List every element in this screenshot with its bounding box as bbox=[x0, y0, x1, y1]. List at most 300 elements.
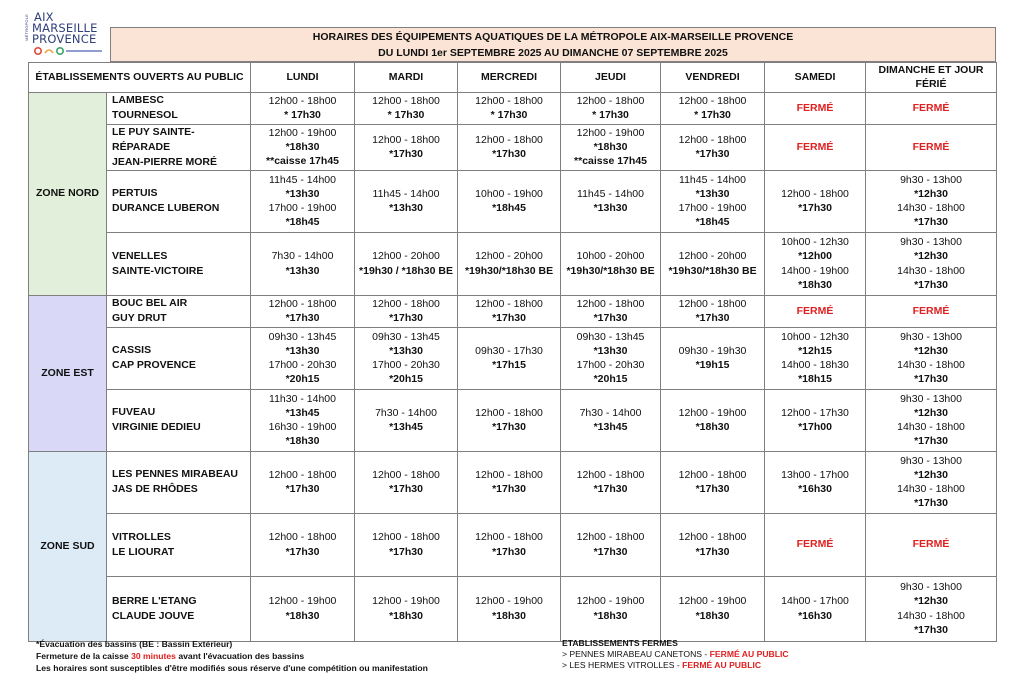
facility-name-line: SAINTE-VICTOIRE bbox=[112, 264, 204, 277]
closed-title: ETABLISSEMENTS FERMES bbox=[562, 638, 678, 648]
schedule-cell bbox=[251, 295, 355, 327]
schedule-line: 17h00 - 20h30 bbox=[576, 359, 645, 372]
header-row bbox=[29, 63, 997, 93]
table-row bbox=[29, 513, 997, 576]
closed-label: FERMÉ bbox=[912, 304, 950, 317]
note-caisse-c: avant l'évacuation des bassins bbox=[175, 651, 305, 661]
schedule-line: * 17h30 bbox=[284, 109, 321, 122]
schedule-line: *17h30 bbox=[492, 483, 526, 496]
schedule-line: 7h30 - 14h00 bbox=[375, 406, 437, 419]
schedule-line: 12h00 - 18h00 bbox=[372, 297, 440, 310]
schedule-line: *18h45 bbox=[492, 202, 526, 215]
schedule-line: *17h30 bbox=[285, 545, 320, 558]
closed-label: FERMÉ bbox=[912, 101, 950, 114]
schedule-line: *19h30/*18h30 BE bbox=[464, 264, 554, 277]
schedule-line: 09h30 - 17h30 bbox=[475, 344, 543, 357]
schedule-line: *17h30 bbox=[914, 278, 948, 291]
facility-name bbox=[107, 124, 251, 170]
closed-item-name: > LES HERMES VITROLLES - bbox=[562, 660, 683, 670]
schedule-line: 12h00 - 19h00 bbox=[576, 595, 645, 608]
schedule-cell bbox=[561, 451, 661, 513]
schedule-cell bbox=[561, 170, 661, 232]
schedule-line: *18h15 bbox=[798, 373, 832, 386]
schedule-cell bbox=[866, 327, 997, 389]
schedule-cell bbox=[251, 451, 355, 513]
schedule-line: *18h45 bbox=[695, 216, 730, 229]
schedule-line: 9h30 - 13h00 bbox=[900, 173, 962, 186]
schedule-line: * 17h30 bbox=[592, 109, 629, 122]
schedule-cell bbox=[661, 295, 765, 327]
note-evacuation: *Évacuation des bassins (BE : Bassin Extérieur) bbox=[36, 639, 233, 649]
schedule-line: *17h30 bbox=[492, 148, 526, 161]
facility-name bbox=[107, 451, 251, 513]
facility-name-line: CLAUDE JOUVE bbox=[112, 609, 195, 622]
schedule-line: *17h30 bbox=[914, 435, 948, 448]
schedule-line: 12h00 - 18h00 bbox=[372, 468, 440, 481]
schedule-line: 09h30 - 13h45 bbox=[576, 330, 645, 343]
schedule-line: *13h45 bbox=[593, 421, 628, 434]
logo-vertical-text: MÉTROPOLE bbox=[24, 14, 29, 41]
footnotes bbox=[36, 638, 428, 674]
closed-item-status: FERMÉ AU PUBLIC bbox=[682, 660, 762, 670]
schedule-cell bbox=[661, 92, 765, 124]
schedule-line: *13h30 bbox=[593, 202, 628, 215]
header-establishments: ÉTABLISSEMENTS OUVERTS AU PUBLIC bbox=[29, 63, 251, 93]
note-caisse-b: 30 minutes bbox=[131, 651, 176, 661]
closed-item bbox=[562, 649, 789, 660]
schedule-line: *17h30 bbox=[389, 545, 423, 558]
schedule-line: *17h30 bbox=[798, 202, 832, 215]
schedule-line: 12h00 - 18h00 bbox=[678, 468, 747, 481]
facility-name-line: VITROLLES bbox=[112, 530, 171, 543]
schedule-line: **caisse 17h45 bbox=[574, 155, 647, 168]
schedule-line: 12h00 - 18h00 bbox=[678, 133, 747, 146]
schedule-cell bbox=[355, 576, 458, 641]
facility-name-line: JAS DE RHÔDES bbox=[112, 483, 198, 496]
schedule-line: 12h00 - 18h00 bbox=[475, 531, 543, 544]
schedule-cell bbox=[251, 92, 355, 124]
facility-name-line: TOURNESOL bbox=[112, 109, 178, 122]
facility-name-line: LE LIOURAT bbox=[112, 545, 175, 558]
schedule-line: 11h45 - 14h00 bbox=[577, 187, 644, 200]
schedule-cell bbox=[765, 389, 866, 451]
closed-label: FERMÉ bbox=[912, 140, 950, 153]
schedule-cell bbox=[355, 124, 458, 170]
zone-label: ZONE SUD bbox=[29, 451, 107, 641]
schedule-line: 12h00 - 20h00 bbox=[372, 250, 440, 263]
facility-name-line: VIRGINIE DEDIEU bbox=[112, 421, 201, 434]
schedule-line: 12h00 - 20h00 bbox=[475, 250, 543, 263]
facility-name bbox=[107, 170, 251, 232]
facility-name-line: BERRE L'ETANG bbox=[112, 594, 197, 607]
header-day: JEUDI bbox=[561, 63, 661, 93]
schedule-line: 12h00 - 18h00 bbox=[372, 94, 440, 107]
schedule-line: 11h30 - 14h00 bbox=[269, 392, 336, 405]
schedule-line: 12h00 - 18h00 bbox=[268, 94, 337, 107]
schedule-line: 17h00 - 20h30 bbox=[372, 359, 440, 372]
facility-name-line: LE PUY SAINTE-RÉPARADE bbox=[112, 125, 195, 153]
schedule-line: *12h30 bbox=[914, 187, 948, 200]
schedule-cell bbox=[866, 232, 997, 295]
schedule-line: * 17h30 bbox=[387, 109, 425, 122]
schedule-line: *13h30 bbox=[285, 264, 320, 277]
schedule-line: *17h30 bbox=[695, 483, 730, 496]
schedule-line: * 17h30 bbox=[694, 109, 731, 122]
schedule-cell bbox=[561, 513, 661, 576]
schedule-cell bbox=[661, 513, 765, 576]
schedule-cell bbox=[458, 92, 561, 124]
schedule-cell bbox=[458, 124, 561, 170]
metropole-logo bbox=[26, 12, 108, 62]
schedule-line: 14h30 - 18h00 bbox=[897, 483, 965, 496]
facility-name-line: VENELLES bbox=[112, 249, 168, 262]
header-day: MERCREDI bbox=[458, 63, 561, 93]
facility-name-line: CAP PROVENCE bbox=[112, 359, 196, 372]
schedule-cell bbox=[561, 576, 661, 641]
note-modifications: Les horaires sont susceptibles d'être modifiés sous réserve d'une compétition ou manifestation bbox=[36, 663, 428, 673]
schedule-line: 12h00 - 18h00 bbox=[372, 531, 440, 544]
schedule-line: 12h00 - 18h00 bbox=[678, 297, 747, 310]
schedule-cell bbox=[661, 327, 765, 389]
schedule-line: *13h30 bbox=[593, 344, 628, 357]
schedule-line: *17h30 bbox=[695, 545, 730, 558]
schedule-cell bbox=[355, 92, 458, 124]
schedule-line: 12h00 - 19h00 bbox=[268, 595, 337, 608]
schedule-line: *12h00 bbox=[798, 250, 832, 263]
schedule-cell bbox=[458, 451, 561, 513]
closed-facilities bbox=[562, 638, 789, 671]
note-caisse bbox=[36, 650, 428, 662]
schedule-line: *17h30 bbox=[695, 312, 730, 325]
table-row bbox=[29, 295, 997, 327]
schedule-line: *17h30 bbox=[593, 545, 628, 558]
schedule-cell bbox=[866, 389, 997, 451]
closed-label: FERMÉ bbox=[796, 538, 834, 551]
schedule-cell bbox=[561, 232, 661, 295]
schedule-cell bbox=[866, 124, 997, 170]
closed-item-status: FERMÉ AU PUBLIC bbox=[709, 649, 789, 659]
schedule-cell bbox=[458, 513, 561, 576]
header-day: MARDI bbox=[355, 63, 458, 93]
closed-label: FERMÉ bbox=[796, 101, 834, 114]
schedule-line: 17h00 - 19h00 bbox=[268, 202, 337, 215]
schedule-line: *18h30 bbox=[492, 609, 526, 622]
schedule-line: *18h30 bbox=[285, 435, 320, 448]
schedule-cell bbox=[355, 513, 458, 576]
schedule-line: *17h30 bbox=[914, 216, 948, 229]
table-row bbox=[29, 327, 997, 389]
closed-item bbox=[562, 660, 789, 671]
schedule-line: *17h30 bbox=[914, 373, 948, 386]
header-day: DIMANCHE ET JOUR FÉRIÉ bbox=[866, 63, 997, 93]
schedule-line: 12h00 - 19h00 bbox=[372, 595, 440, 608]
facility-name-line: DURANCE LUBERON bbox=[112, 202, 220, 215]
schedule-cell bbox=[355, 327, 458, 389]
schedule-cell bbox=[355, 295, 458, 327]
schedule-cell bbox=[458, 232, 561, 295]
facility-name bbox=[107, 389, 251, 451]
closed-label: FERMÉ bbox=[796, 140, 834, 153]
schedule-cell bbox=[355, 232, 458, 295]
schedule-cell bbox=[458, 295, 561, 327]
schedule-line: *18h30 bbox=[593, 609, 628, 622]
schedule-line: *17h30 bbox=[492, 545, 526, 558]
schedule-line: *18h30 bbox=[285, 609, 320, 622]
schedule-cell bbox=[866, 295, 997, 327]
schedule-line: *16h30 bbox=[798, 609, 832, 622]
schedule-cell bbox=[355, 451, 458, 513]
schedule-line: 09h30 - 19h30 bbox=[678, 344, 747, 357]
logo-graphic-icon bbox=[32, 46, 102, 56]
schedule-line: *17h00 bbox=[798, 421, 832, 434]
schedule-line: *17h30 bbox=[389, 312, 423, 325]
schedule-line: 12h00 - 18h00 bbox=[576, 94, 645, 107]
schedule-cell bbox=[866, 513, 997, 576]
schedule-line: 14h30 - 18h00 bbox=[897, 202, 965, 215]
schedule-cell bbox=[765, 170, 866, 232]
facility-name-line: BOUC BEL AIR bbox=[112, 297, 188, 310]
schedule-line: *13h45 bbox=[285, 406, 320, 419]
facility-name-line: LAMBESC bbox=[112, 94, 164, 107]
schedule-line: 17h00 - 19h00 bbox=[678, 202, 747, 215]
schedule-cell bbox=[355, 170, 458, 232]
title-line-2: DU LUNDI 1er SEPTEMBRE 2025 AU DIMANCHE 07 SEPTEMBRE 2025 bbox=[378, 47, 728, 59]
logo-line-1: AIX bbox=[34, 10, 54, 24]
schedule-line: 11h45 - 14h00 bbox=[679, 173, 746, 186]
schedule-line: 14h00 - 19h00 bbox=[781, 264, 849, 277]
schedule-line: 9h30 - 13h00 bbox=[900, 581, 962, 593]
schedule-line: 12h00 - 18h00 bbox=[268, 531, 337, 544]
schedule-line: 14h00 - 18h30 bbox=[781, 359, 849, 372]
schedule-line: *19h30 / *18h30 BE bbox=[359, 264, 453, 277]
schedule-line: *20h15 bbox=[285, 373, 320, 386]
schedule-line: 10h00 - 19h00 bbox=[475, 187, 543, 200]
schedule-line: 17h00 - 20h30 bbox=[268, 359, 337, 372]
schedule-cell bbox=[765, 295, 866, 327]
schedule-line: 12h00 - 18h00 bbox=[475, 468, 543, 481]
schedule-cell bbox=[458, 327, 561, 389]
schedule-line: 12h00 - 18h00 bbox=[475, 94, 543, 107]
schedule-cell bbox=[765, 327, 866, 389]
schedule-line: 12h00 - 18h00 bbox=[576, 531, 645, 544]
schedule-line: 12h00 - 18h00 bbox=[678, 94, 747, 107]
schedule-line: *17h30 bbox=[389, 483, 423, 496]
schedule-cell bbox=[866, 451, 997, 513]
schedule-line: *17h15 bbox=[492, 359, 526, 372]
table-row bbox=[29, 451, 997, 513]
schedule-line: 12h00 - 18h00 bbox=[781, 187, 849, 200]
facility-name bbox=[107, 576, 251, 641]
schedule-line: *12h30 bbox=[914, 468, 948, 481]
schedule-line: 10h00 - 12h30 bbox=[781, 236, 849, 248]
schedule-line: *12h30 bbox=[914, 250, 948, 263]
schedule-line: *20h15 bbox=[593, 373, 628, 386]
schedule-line: 12h00 - 19h00 bbox=[475, 595, 543, 608]
facility-name-line: JEAN-PIERRE MORÉ bbox=[112, 155, 218, 168]
schedule-line: 09h30 - 13h45 bbox=[268, 330, 337, 343]
schedule-line: *17h30 bbox=[492, 421, 526, 434]
schedule-line: *17h30 bbox=[695, 148, 730, 161]
schedule-line: *17h30 bbox=[285, 312, 320, 325]
schedule-line: *13h30 bbox=[285, 187, 320, 200]
schedule-line: *19h30/*18h30 BE bbox=[668, 264, 757, 277]
schedule-cell bbox=[866, 92, 997, 124]
facility-name-line: PERTUIS bbox=[112, 187, 158, 200]
schedule-line: 12h00 - 18h00 bbox=[475, 133, 543, 146]
facility-name bbox=[107, 295, 251, 327]
schedule-line: 7h30 - 14h00 bbox=[271, 250, 334, 263]
facility-name bbox=[107, 513, 251, 576]
schedule-cell bbox=[251, 576, 355, 641]
schedule-line: *17h30 bbox=[914, 497, 948, 510]
schedule-line: 11h45 - 14h00 bbox=[269, 173, 336, 186]
schedule-line: 12h00 - 20h00 bbox=[678, 250, 747, 263]
schedule-line: 12h00 - 19h00 bbox=[678, 406, 747, 419]
schedule-line: *12h30 bbox=[914, 344, 948, 357]
schedule-cell bbox=[765, 576, 866, 641]
facility-name-line: CASSIS bbox=[112, 344, 152, 357]
schedule-line: *19h30/*18h30 BE bbox=[566, 264, 655, 277]
schedule-line: 12h00 - 19h00 bbox=[268, 126, 337, 139]
schedule-line: 13h00 - 17h00 bbox=[781, 468, 849, 481]
schedule-cell bbox=[561, 124, 661, 170]
schedule-cell bbox=[561, 92, 661, 124]
schedule-cell bbox=[561, 389, 661, 451]
schedule-line: 12h00 - 18h00 bbox=[268, 297, 337, 310]
schedule-line: 14h30 - 18h00 bbox=[897, 609, 965, 622]
schedule-line: 12h00 - 19h00 bbox=[678, 595, 747, 608]
table-row bbox=[29, 576, 997, 641]
schedule-line: *17h30 bbox=[285, 483, 320, 496]
schedule-cell bbox=[765, 92, 866, 124]
schedule-cell bbox=[661, 389, 765, 451]
table-row bbox=[29, 232, 997, 295]
schedule-cell bbox=[661, 124, 765, 170]
schedule-line: *18h30 bbox=[695, 609, 730, 622]
title-line-1: HORAIRES DES ÉQUIPEMENTS AQUATIQUES DE LA MÉTROPOLE AIX-MARSEILLE PROVENCE bbox=[312, 31, 794, 43]
schedule-cell bbox=[251, 124, 355, 170]
zone-label: ZONE NORD bbox=[29, 92, 107, 295]
schedule-line: 9h30 - 13h00 bbox=[900, 330, 962, 343]
facility-name-line: GUY DRUT bbox=[112, 312, 167, 325]
page-title bbox=[110, 27, 996, 62]
schedule-cell bbox=[661, 170, 765, 232]
note-caisse-a: Fermeture de la caisse bbox=[36, 651, 132, 661]
schedule-cell bbox=[251, 232, 355, 295]
schedule-line: 14h00 - 17h00 bbox=[781, 595, 849, 608]
schedule-cell bbox=[251, 513, 355, 576]
schedule-line: *18h30 bbox=[798, 278, 832, 291]
schedule-line: 12h00 - 18h00 bbox=[678, 531, 747, 544]
schedule-line: *13h30 bbox=[389, 344, 423, 357]
schedule-line: *13h30 bbox=[695, 187, 730, 200]
schedule-cell bbox=[458, 389, 561, 451]
schedule-cell bbox=[561, 327, 661, 389]
schedule-line: 12h00 - 18h00 bbox=[576, 468, 645, 481]
header-day: VENDREDI bbox=[661, 63, 765, 93]
closed-label: FERMÉ bbox=[912, 538, 950, 551]
schedule-line: 16h30 - 19h00 bbox=[268, 421, 337, 434]
schedule-line: *17h30 bbox=[492, 312, 526, 325]
schedule-line: 12h00 - 17h30 bbox=[781, 406, 849, 419]
schedule-line: 09h30 - 13h45 bbox=[372, 330, 440, 343]
schedule-cell bbox=[561, 295, 661, 327]
header-day: LUNDI bbox=[251, 63, 355, 93]
closed-label: FERMÉ bbox=[796, 304, 834, 317]
logo-line-3: PROVENCE bbox=[32, 32, 97, 46]
schedule-cell bbox=[661, 232, 765, 295]
schedule-line: 12h00 - 18h00 bbox=[268, 468, 337, 481]
table-row bbox=[29, 124, 997, 170]
table-row bbox=[29, 389, 997, 451]
schedule-line: *12h30 bbox=[914, 406, 948, 419]
schedule-cell bbox=[661, 576, 765, 641]
facility-name-line: LES PENNES MIRABEAU bbox=[112, 468, 239, 481]
schedule-line: **caisse 17h45 bbox=[266, 155, 339, 168]
schedule-line: 12h00 - 18h00 bbox=[372, 133, 440, 146]
schedule-line: *17h30 bbox=[389, 148, 423, 161]
schedule-line: *18h30 bbox=[389, 609, 423, 622]
schedule-line: 10h00 - 20h00 bbox=[576, 250, 645, 263]
schedule-line: 11h45 - 14h00 bbox=[372, 187, 440, 200]
schedule-line: *16h30 bbox=[798, 483, 832, 496]
schedule-line: *12h15 bbox=[798, 344, 832, 357]
facility-name bbox=[107, 327, 251, 389]
schedule-cell bbox=[355, 389, 458, 451]
schedule-cell bbox=[251, 389, 355, 451]
zone-label: ZONE EST bbox=[29, 295, 107, 451]
schedule-line: *17h30 bbox=[593, 483, 628, 496]
schedule-line: 12h00 - 18h00 bbox=[475, 406, 543, 419]
logo-line-2: MARSEILLE bbox=[32, 21, 98, 35]
schedule-line: *20h15 bbox=[389, 373, 423, 386]
schedule-cell bbox=[251, 170, 355, 232]
schedule-cell bbox=[661, 451, 765, 513]
schedule-cell bbox=[765, 124, 866, 170]
schedule-cell bbox=[866, 576, 997, 641]
facility-name bbox=[107, 232, 251, 295]
schedule-line: *18h30 bbox=[593, 140, 628, 153]
schedule-line: 9h30 - 13h00 bbox=[900, 236, 962, 248]
schedule-line: 12h00 - 19h00 bbox=[576, 126, 645, 139]
schedule-line: 12h00 - 18h00 bbox=[475, 297, 543, 310]
schedule-line: *19h15 bbox=[695, 359, 730, 372]
schedule-line: *17h30 bbox=[914, 623, 948, 636]
schedule-cell bbox=[458, 576, 561, 641]
schedule-line: 9h30 - 13h00 bbox=[900, 454, 962, 467]
table-row bbox=[29, 92, 997, 124]
schedule-line: 9h30 - 13h00 bbox=[900, 392, 962, 405]
schedule-line: *13h30 bbox=[389, 202, 423, 215]
facility-name-line: FUVEAU bbox=[112, 406, 156, 419]
schedule-cell bbox=[765, 232, 866, 295]
schedule-table bbox=[28, 62, 997, 642]
schedule-line: *18h45 bbox=[285, 216, 320, 229]
schedule-cell bbox=[765, 513, 866, 576]
schedule-cell bbox=[458, 170, 561, 232]
closed-item-name: > PENNES MIRABEAU CANETONS - bbox=[562, 649, 710, 659]
schedule-line: 7h30 - 14h00 bbox=[579, 406, 642, 419]
schedule-line: *12h30 bbox=[914, 595, 948, 608]
schedule-line: 14h30 - 18h00 bbox=[897, 359, 965, 372]
schedule-cell bbox=[866, 170, 997, 232]
schedule-line: 12h00 - 18h00 bbox=[576, 297, 645, 310]
schedule-cell bbox=[765, 451, 866, 513]
header-day: SAMEDI bbox=[765, 63, 866, 93]
schedule-cell bbox=[251, 327, 355, 389]
schedule-line: *13h30 bbox=[285, 344, 320, 357]
table-row bbox=[29, 170, 997, 232]
